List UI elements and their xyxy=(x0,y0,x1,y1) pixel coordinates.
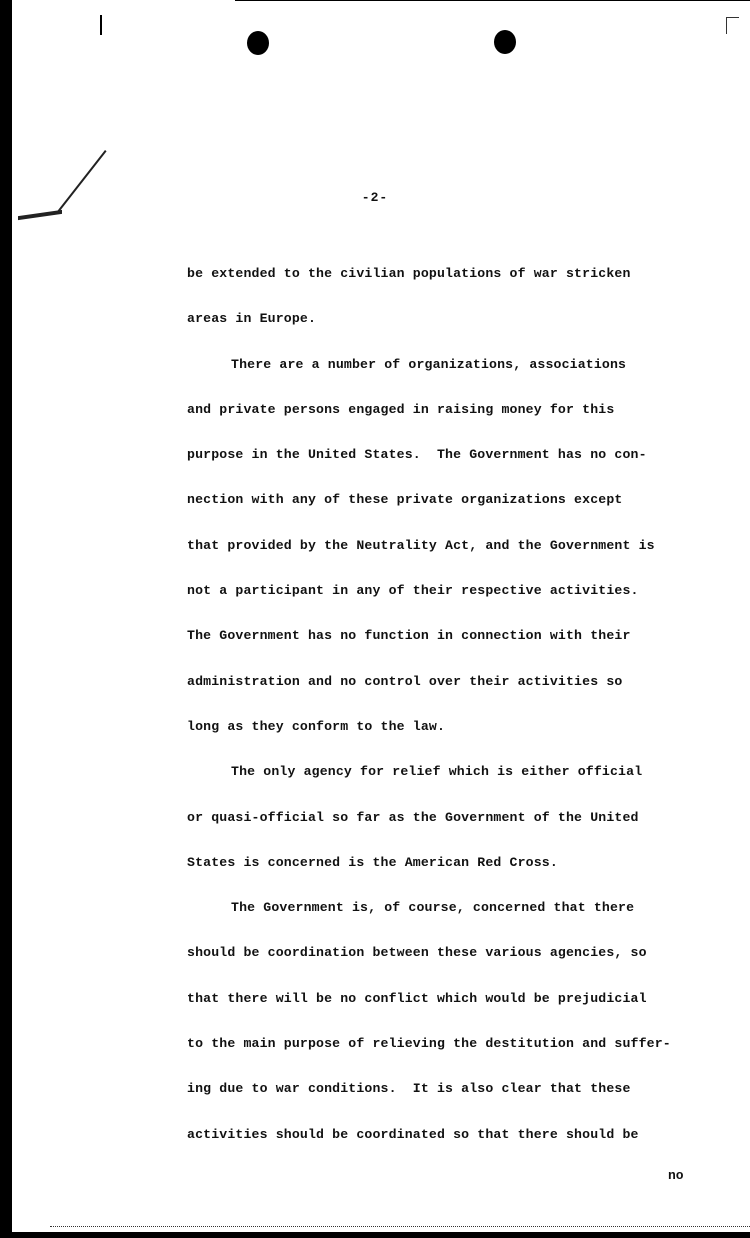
scan-border-bottom xyxy=(0,1232,750,1238)
scan-border-left xyxy=(0,0,12,1238)
margin-mark xyxy=(100,15,102,35)
text-line: States is concerned is the American Red Cross. xyxy=(187,854,558,870)
text-line: ing due to war conditions. It is also clear that these xyxy=(187,1081,631,1097)
text-line: The Government is, of course, concerned that there xyxy=(231,900,635,916)
text-line: be extended to the civilian populations of war stricken xyxy=(187,266,631,281)
text-line: that there will be no conflict which would be prejudicial xyxy=(187,990,647,1006)
text-line: areas in Europe. xyxy=(187,311,317,327)
text-line: or quasi-official so far as the Government of the United xyxy=(187,809,639,825)
text-line: The Government has no function in connection with their xyxy=(187,628,631,644)
text-line: nection with any of these private organizations except xyxy=(187,492,623,508)
margin-arrow-mark xyxy=(18,210,62,220)
text-line: There are a number of organizations, associations xyxy=(231,356,627,372)
text-line: not a participant in any of their respective activities. xyxy=(187,583,639,599)
punch-hole-left xyxy=(247,31,269,55)
text-line: and private persons engaged in raising money for this xyxy=(187,401,615,417)
typed-body-text xyxy=(187,264,747,1170)
text-line: The only agency for relief which is either official xyxy=(231,764,643,780)
scan-border-top xyxy=(235,0,750,1)
text-line: purpose in the United States. The Government has no con- xyxy=(187,447,647,463)
text-line: should be coordination between these various agencies, so xyxy=(187,945,647,961)
scan-edge-dotted xyxy=(50,1226,750,1228)
text-line: long as they conform to the law. xyxy=(187,718,446,734)
text-line: administration and no control over their activities so xyxy=(187,673,623,689)
text-line: activities should be coordinated so that there should be xyxy=(187,1126,639,1142)
punch-hole-right xyxy=(494,30,516,54)
catchword: no xyxy=(668,1168,684,1183)
page-number: -2- xyxy=(361,190,389,205)
text-line: to the main purpose of relieving the destitution and suffer- xyxy=(187,1036,671,1052)
text-line: that provided by the Neutrality Act, and the Government is xyxy=(187,537,655,553)
corner-bracket-mark xyxy=(726,17,739,34)
